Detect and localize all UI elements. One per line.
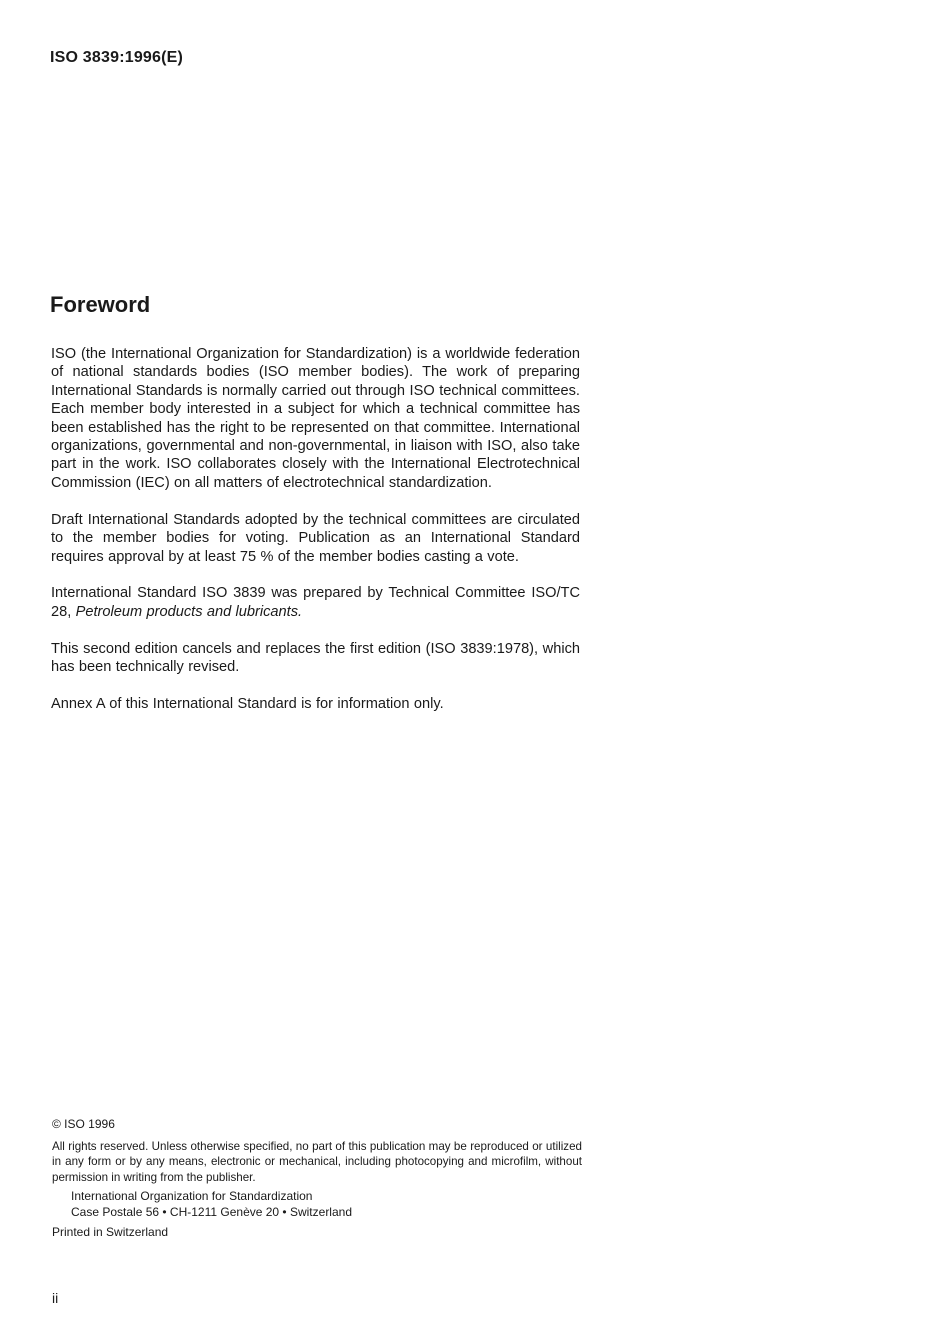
foreword-body [51, 345, 580, 714]
rights-statement: All rights reserved. Unless otherwise specified, no part of this publication may be reproduced or utilized in any form or by any means, electronic or mechanical, including photocopying and microfilm, without permission in writing from the publisher. [52, 1139, 582, 1184]
organization-address: Case Postale 56 • CH-1211 Genève 20 • Switzerland [71, 1204, 352, 1219]
copyright-block [52, 1117, 582, 1240]
paragraph-3-text: International Standard ISO 3839 was prepared by Technical Committee ISO/TC 28, [51, 585, 580, 620]
committee-title: Petroleum products and lubricants. [75, 603, 303, 620]
document-id: ISO 3839:1996(E) [50, 49, 184, 66]
foreword-paragraph-2: Draft International Standards adopted by the technical committees are circulated to the member bodies for voting. Publication as an International Standard requires approval by at least 75 % of the member bodies casting a vote. [51, 511, 580, 565]
organization-name: International Organization for Standardization [71, 1189, 313, 1204]
publisher-address [71, 1189, 582, 1220]
page-number: ii [52, 1290, 59, 1306]
foreword-paragraph-4: This second edition cancels and replaces the first edition (ISO 3839:1978), which has been technically revised. [51, 640, 580, 676]
copyright-notice: © ISO 1996 [52, 1117, 115, 1131]
foreword-paragraph-3 [51, 584, 580, 621]
page-title: Foreword [50, 292, 151, 317]
printed-location: Printed in Switzerland [52, 1224, 169, 1239]
foreword-paragraph-1: ISO (the International Organization for Standardization) is a worldwide federation of national standards bodies (ISO member bodies). The work of preparing International Standards is normally carried out through ISO technical committees. Each member body interested in a subject for which a technical committee has been established has the right to be represented on that committee. International organizations, governmental and non-governmental, in liaison with ISO, also take part in the work. ISO collaborates closely with the International Electrotechnical Commission (IEC) on all matters of electrotechnical standardization. [51, 346, 580, 491]
foreword-paragraph-5: Annex A of this International Standard is for information only. [51, 696, 444, 713]
